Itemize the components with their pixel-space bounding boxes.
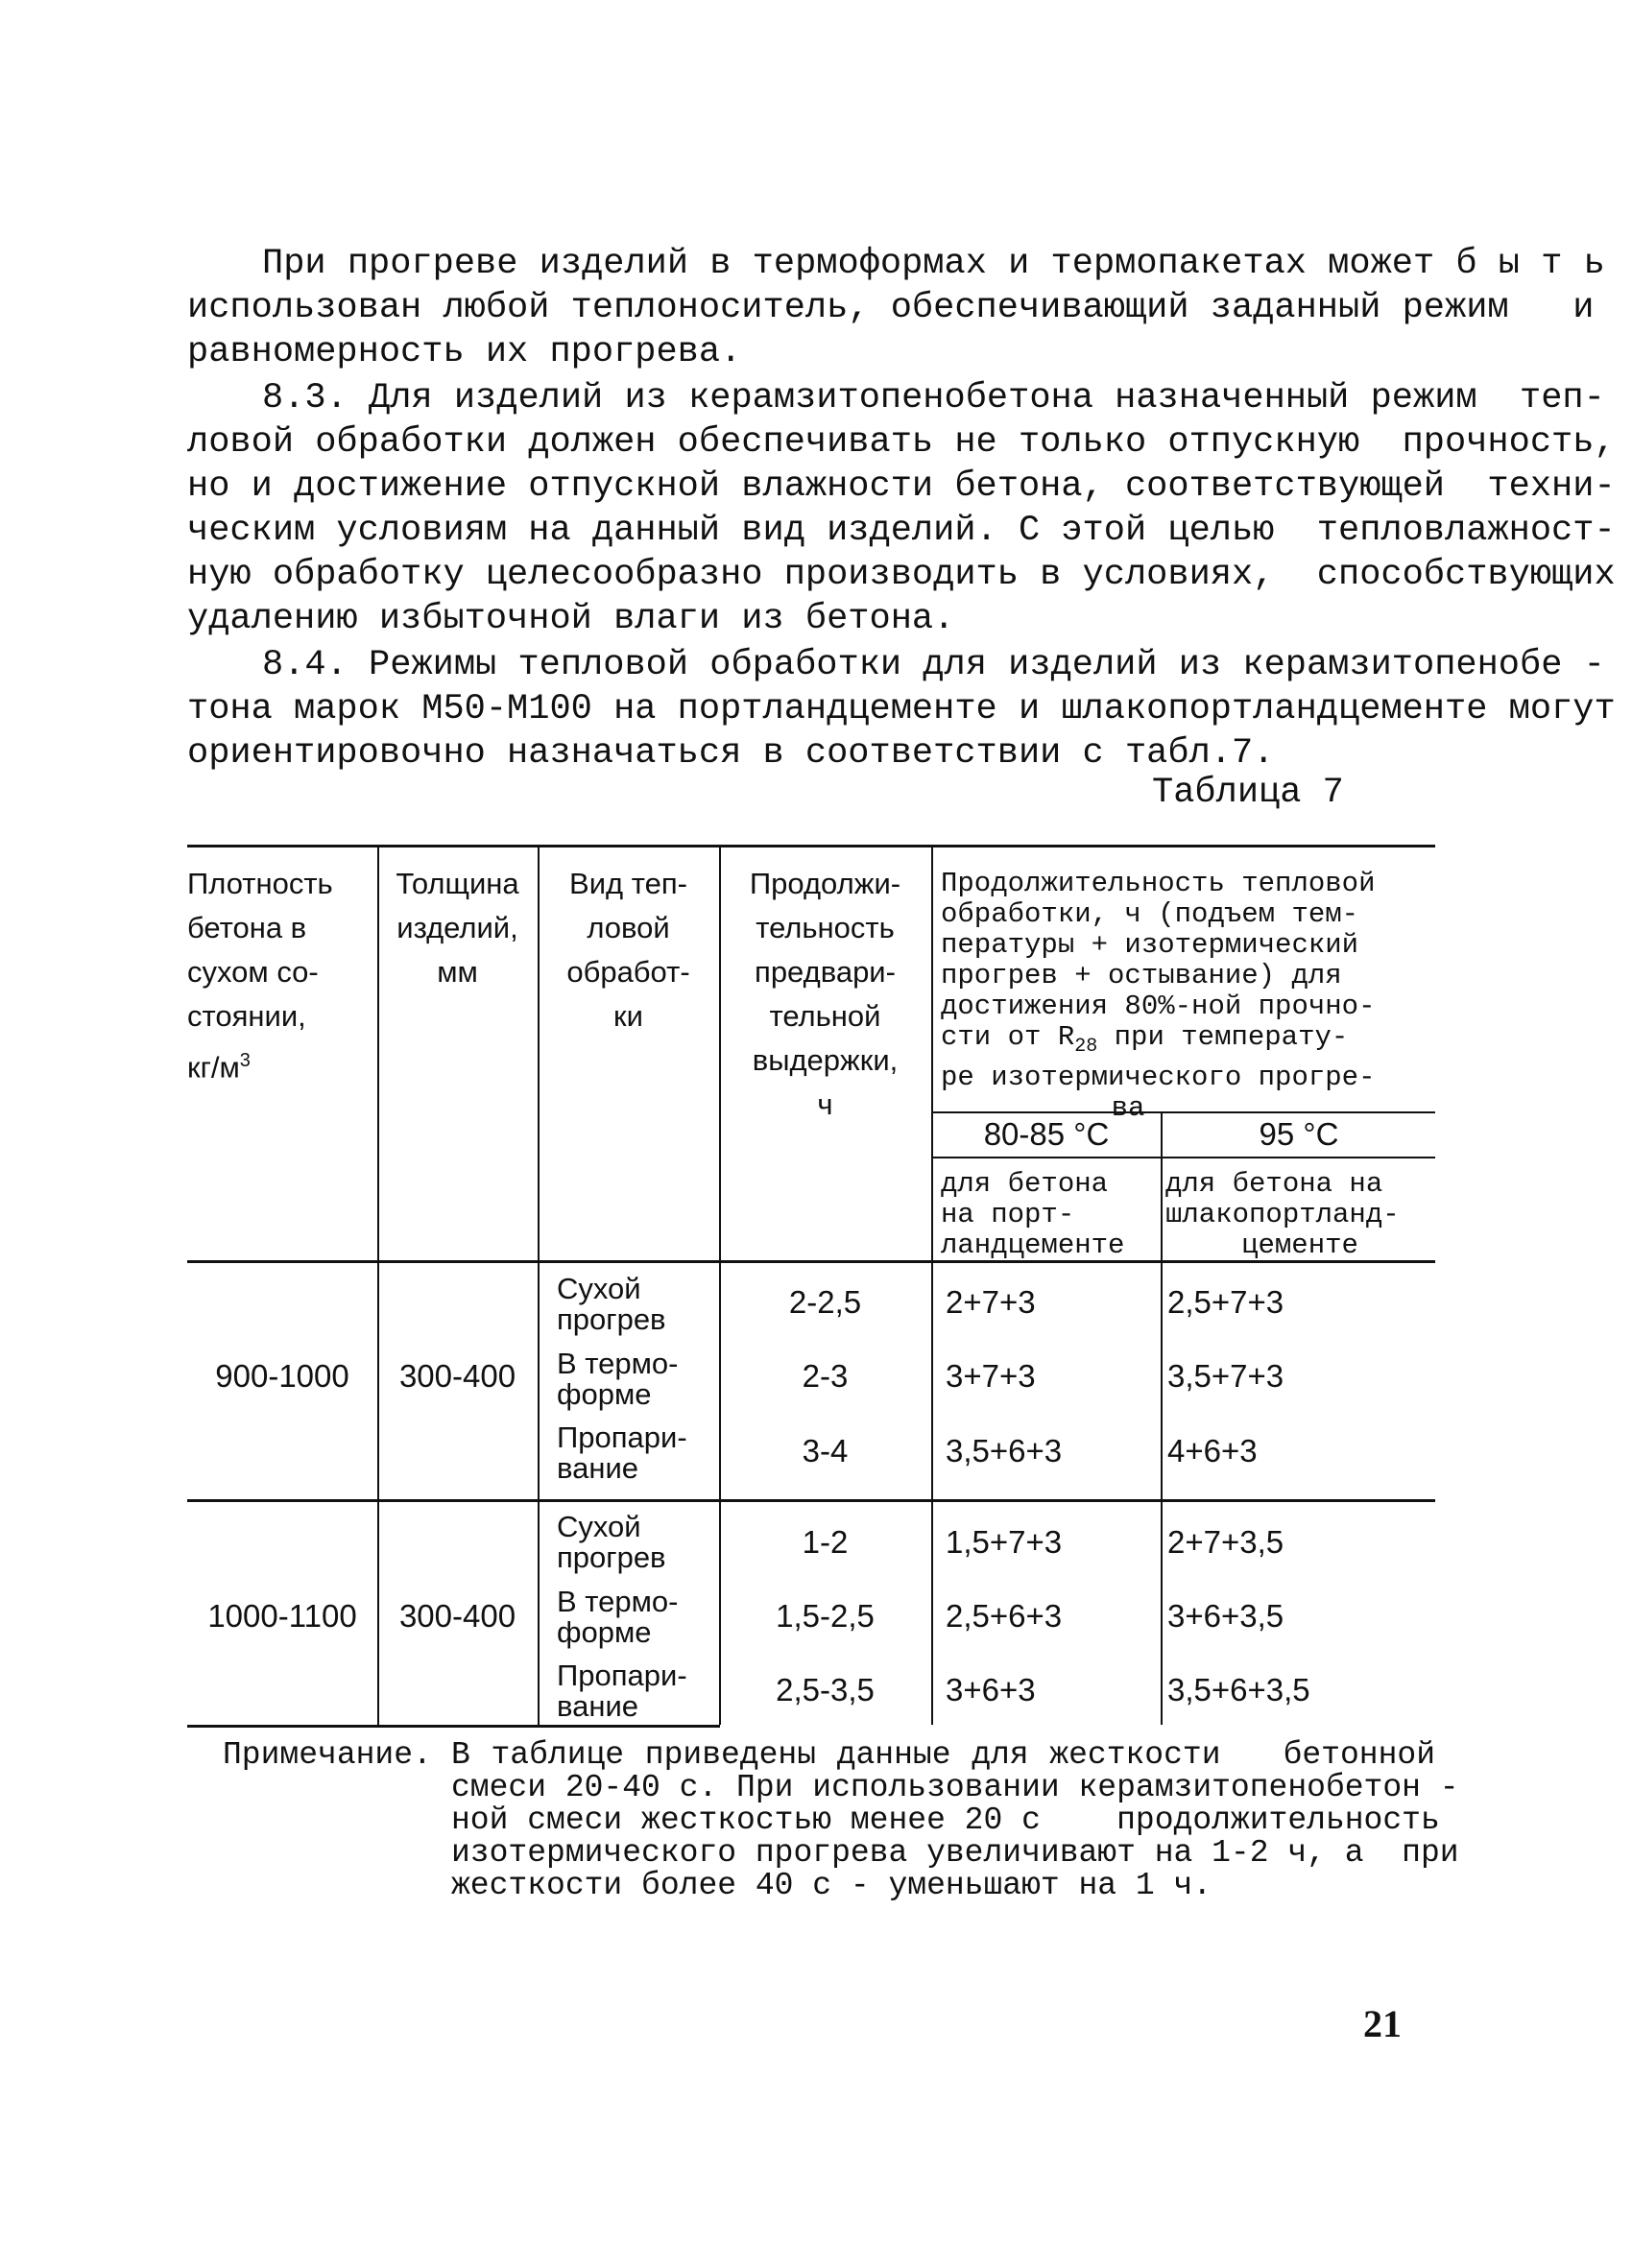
header-slag-cement: для бетона на шлакопортланд- цементе: [1165, 1168, 1400, 1261]
table-cell-pre-hold: 1-2: [802, 1524, 849, 1560]
paragraph-line: удалению избыточной влаги из бетона.: [187, 599, 955, 639]
note-label: Примечание.: [223, 1737, 432, 1773]
paragraph-line: равномерность их прогрева.: [187, 332, 742, 372]
paragraph-line: ческим условиям на данный вид изделий. С этой целью тепловлажност-: [187, 511, 1616, 551]
table-top-rule: [187, 845, 1435, 848]
note-line: В таблице приведены данные для жесткости бетонной: [451, 1737, 1435, 1773]
note-line: изотермического прогрева увеличивают на 1-2 ч, а при: [451, 1835, 1459, 1871]
paragraph-line: ориентировочно назначаться в соответствии с табл.7.: [187, 733, 1275, 774]
paragraph-line: ную обработку целесообразно производить в условиях, способствующих: [187, 555, 1616, 595]
note-line: ной смеси жесткостью менее 20 с продолжительность: [451, 1802, 1440, 1838]
table-cell-pre-hold: 1,5-2,5: [776, 1598, 875, 1634]
table-cell-portland: 3+6+3: [946, 1672, 1036, 1707]
paragraph-line: тона марок М50-М100 на портландцементе и шлакопортландцементе могут: [187, 689, 1616, 729]
table-row-kind: Сухой прогрев: [557, 1272, 666, 1336]
table-row-kind: Сухой прогрев: [557, 1510, 666, 1574]
note-text: [451, 1737, 1459, 1903]
column-divider: [1161, 1113, 1163, 1725]
column-divider: [931, 847, 933, 1725]
table-cell-portland: 2,5+6+3: [946, 1598, 1063, 1634]
paragraph-line: но и достижение отпускной влажности бетона, соответствующей техни-: [187, 466, 1616, 507]
paragraph-8-3: [187, 376, 1616, 641]
paragraph-line: 8.3. Для изделий из керамзитопенобетона назначенный режим теп-: [262, 378, 1605, 418]
paragraph-line: использован любой теплоноситель, обеспечивающий заданный режим и: [187, 288, 1595, 328]
table-cell-slag: 3,5+6+3,5: [1167, 1672, 1310, 1707]
table-cell-portland: 3,5+6+3: [946, 1433, 1063, 1468]
paragraph-line: ловой обработки должен обеспечивать не только отпускную прочность,: [187, 422, 1616, 463]
page-number: 21: [1363, 2002, 1402, 2045]
header-portland-cement: для бетона на порт- ландцементе: [941, 1168, 1125, 1261]
paragraph-heating-forms: [187, 242, 1605, 374]
paragraph-8-4: [187, 643, 1616, 776]
group-thickness: 300-400: [398, 1598, 516, 1634]
table-cell-portland: 3+7+3: [946, 1358, 1036, 1394]
header-temp-95: 95 °С: [1259, 1116, 1339, 1152]
table-cell-slag: 3+6+3,5: [1167, 1598, 1284, 1634]
table-row-kind: В термо- форме: [557, 1585, 679, 1649]
note-line: жесткости более 40 с - уменьшают на 1 ч.: [451, 1868, 1212, 1903]
table-cell-portland: 1,5+7+3: [946, 1524, 1063, 1560]
temperature-bottom-rule: [931, 1157, 1435, 1158]
table-bottom-rule: [187, 1725, 720, 1728]
table-caption: Таблица 7: [1152, 773, 1344, 813]
table-cell-pre-hold: 2-3: [802, 1358, 849, 1394]
table-cell-pre-hold: 3-4: [802, 1433, 849, 1468]
header-temp-80-85: 80-85 °С: [983, 1116, 1110, 1152]
paragraph-line: При прогреве изделий в термоформах и термопакетах может б ы т ь: [262, 244, 1605, 284]
paragraph-line: 8.4. Режимы тепловой обработки для изделий из керамзитопенобе -: [262, 645, 1605, 685]
table-cell-slag: 2+7+3,5: [1167, 1524, 1284, 1560]
table-cell-slag: 2,5+7+3: [1167, 1284, 1284, 1320]
table-cell-pre-hold: 2-2,5: [788, 1284, 862, 1320]
header-duration: Продолжительность тепловой обработки, ч (подъем тем- пературы + изотермический прогрев + остывание) для достижения 80%-ной прочно- сти от $R_{28}$ при температу- ре изотермического прогре- ва: [941, 868, 1376, 1124]
header-pre-hold: Продолжи- тельность предвари- тельной выдержки, ч: [749, 867, 901, 1121]
table-row-kind: В термо- форме: [557, 1347, 679, 1411]
table-cell-slag: 4+6+3: [1167, 1433, 1258, 1468]
table-cell-pre-hold: 2,5-3,5: [776, 1672, 875, 1707]
table-row-kind: Пропари- вание: [557, 1420, 687, 1485]
group-divider-rule: [187, 1499, 1435, 1502]
table-cell-slag: 3,5+7+3: [1167, 1358, 1284, 1394]
group-density: 1000-1100: [207, 1598, 357, 1634]
header-density: Плотность бетона в сухом со- стоянии, $кг/м^3$: [187, 867, 333, 1085]
group-density: 900-1000: [215, 1358, 349, 1394]
header-thickness: Толщина изделий, мм: [396, 867, 519, 989]
table-cell-portland: 2+7+3: [946, 1284, 1036, 1320]
header-treatment-type: Вид теп- ловой обработ- ки: [566, 867, 690, 1033]
table-row-kind: Пропари- вание: [557, 1659, 687, 1723]
note-line: смеси 20-40 с. При использовании керамзитопенобетон -: [451, 1770, 1459, 1805]
group-thickness: 300-400: [398, 1358, 516, 1394]
